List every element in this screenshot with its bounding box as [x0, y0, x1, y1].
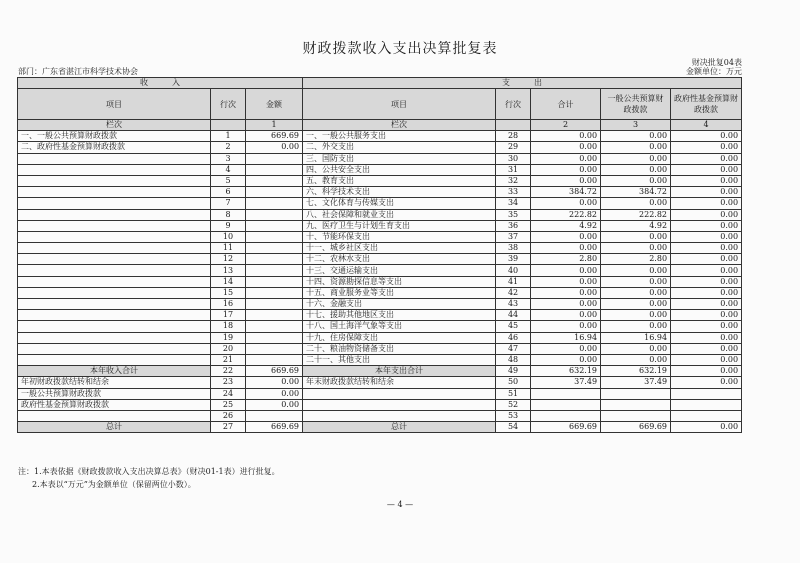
income-amount: 669.69	[246, 422, 303, 433]
summary-row	[18, 399, 742, 410]
expense-total: 0.00	[531, 321, 601, 332]
expense-gov-fund: 0.00	[671, 377, 742, 388]
income-row-no: 7	[211, 198, 246, 209]
expense-gov-fund: 0.00	[671, 321, 742, 332]
expense-general-budget	[601, 388, 671, 399]
expense-general-budget: 222.82	[601, 209, 671, 220]
expense-gov-fund: 0.00	[671, 142, 742, 153]
income-amount: 0.00	[246, 388, 303, 399]
income-item	[18, 332, 211, 343]
col-general-budget: 一般公共预算财政拨款	[601, 89, 671, 120]
income-amount: 0.00	[246, 142, 303, 153]
table-header-section	[18, 78, 742, 89]
income-amount	[246, 321, 303, 332]
income-item	[18, 243, 211, 254]
income-amount	[246, 187, 303, 198]
note-1: 注：1.本表依据《财政拨款收入支出决算总表》（财决01-1表）进行批复。	[18, 467, 280, 476]
income-item	[18, 231, 211, 242]
income-row-no: 12	[211, 254, 246, 265]
income-amount	[246, 243, 303, 254]
expense-total: 0.00	[531, 265, 601, 276]
table-row	[18, 131, 742, 142]
expense-gov-fund: 0.00	[671, 209, 742, 220]
expense-gov-fund	[671, 399, 742, 410]
income-amount	[246, 299, 303, 310]
table-row	[18, 142, 742, 153]
expense-item: 十四、资源勘探信息等支出	[303, 276, 496, 287]
table-row	[18, 343, 742, 354]
table-row	[18, 332, 742, 343]
income-row-no: 6	[211, 187, 246, 198]
expense-row-no: 42	[496, 287, 531, 298]
expense-row-no: 31	[496, 164, 531, 175]
expense-gov-fund: 0.00	[671, 131, 742, 142]
income-amount: 669.69	[246, 131, 303, 142]
income-row-no: 16	[211, 299, 246, 310]
expense-row-no: 32	[496, 175, 531, 186]
expense-total: 0.00	[531, 310, 601, 321]
expense-row-no: 51	[496, 388, 531, 399]
expense-row-no: 48	[496, 354, 531, 365]
col-total: 合计	[531, 89, 601, 120]
table-row	[18, 354, 742, 365]
table-row	[18, 287, 742, 298]
income-row-no: 18	[211, 321, 246, 332]
expense-row-no: 37	[496, 231, 531, 242]
expense-row-no: 52	[496, 399, 531, 410]
income-item	[18, 276, 211, 287]
expense-item: 十、节能环保支出	[303, 231, 496, 242]
table-header-columns	[18, 89, 742, 120]
table-row	[18, 187, 742, 198]
page-title: 财政拨款收入支出决算批复表	[302, 41, 498, 57]
expense-gov-fund: 0.00	[671, 175, 742, 186]
expense-item: 十九、住房保障支出	[303, 332, 496, 343]
table-row	[18, 299, 742, 310]
expense-total: 632.19	[531, 366, 601, 377]
income-amount: 0.00	[246, 377, 303, 388]
expense-item	[303, 388, 496, 399]
expense-row-no: 49	[496, 366, 531, 377]
expense-row-no: 30	[496, 153, 531, 164]
income-amount	[246, 343, 303, 354]
expense-row-no: 35	[496, 209, 531, 220]
expense-total: 0.00	[531, 153, 601, 164]
income-amount	[246, 310, 303, 321]
expense-gov-fund	[671, 410, 742, 421]
expense-gov-fund: 0.00	[671, 354, 742, 365]
col-row-no: 行次	[496, 89, 531, 120]
income-row-no: 3	[211, 153, 246, 164]
income-amount	[246, 231, 303, 242]
expense-general-budget: 0.00	[601, 175, 671, 186]
expense-general-budget: 0.00	[601, 321, 671, 332]
expense-general-budget: 0.00	[601, 299, 671, 310]
col-label: 栏次	[18, 120, 211, 131]
expense-gov-fund: 0.00	[671, 265, 742, 276]
expense-item: 二十、粮油物资储备支出	[303, 343, 496, 354]
expense-total: 0.00	[531, 354, 601, 365]
income-row-no: 5	[211, 175, 246, 186]
expense-row-no: 43	[496, 299, 531, 310]
expense-total: 0.00	[531, 131, 601, 142]
expense-item: 六、科学技术支出	[303, 187, 496, 198]
expense-total	[531, 410, 601, 421]
budget-table	[17, 77, 742, 433]
income-row-no: 8	[211, 209, 246, 220]
income-row-no: 23	[211, 377, 246, 388]
expense-total: 0.00	[531, 299, 601, 310]
expense-general-budget: 0.00	[601, 198, 671, 209]
income-amount	[246, 220, 303, 231]
expense-total: 384.72	[531, 187, 601, 198]
expense-general-budget: 0.00	[601, 231, 671, 242]
income-item	[18, 410, 211, 421]
summary-row	[18, 410, 742, 421]
table-row	[18, 254, 742, 265]
expense-general-budget: 632.19	[601, 366, 671, 377]
expense-general-budget: 37.49	[601, 377, 671, 388]
col-label-1: 1	[246, 120, 303, 131]
expense-item: 十七、援助其他地区支出	[303, 310, 496, 321]
income-item	[18, 209, 211, 220]
expense-item: 九、医疗卫生与计划生育支出	[303, 220, 496, 231]
income-amount: 0.00	[246, 399, 303, 410]
col-label-2: 2	[531, 120, 601, 131]
expense-total: 0.00	[531, 198, 601, 209]
expense-row-no: 53	[496, 410, 531, 421]
expense-row-no: 44	[496, 310, 531, 321]
expense-total: 0.00	[531, 142, 601, 153]
notes	[18, 465, 280, 491]
income-item	[18, 153, 211, 164]
expense-gov-fund: 0.00	[671, 276, 742, 287]
income-row-no: 10	[211, 231, 246, 242]
col-label: 栏次	[303, 120, 496, 131]
income-item: 本年收入合计	[18, 366, 211, 377]
income-row-no: 22	[211, 366, 246, 377]
expense-item: 一、一般公共服务支出	[303, 131, 496, 142]
expense-gov-fund: 0.00	[671, 254, 742, 265]
income-row-no: 27	[211, 422, 246, 433]
income-item	[18, 198, 211, 209]
income-row-no: 25	[211, 399, 246, 410]
income-amount	[246, 265, 303, 276]
expense-row-no: 45	[496, 321, 531, 332]
expense-general-budget: 384.72	[601, 187, 671, 198]
note-2: 2.本表以“万元”为金额单位（保留两位小数）。	[32, 480, 196, 489]
expense-item: 七、文化体育与传媒支出	[303, 198, 496, 209]
expense-header: 支 出	[303, 78, 742, 89]
expense-gov-fund: 0.00	[671, 310, 742, 321]
expense-gov-fund: 0.00	[671, 231, 742, 242]
income-item	[18, 321, 211, 332]
expense-item: 十一、城乡社区支出	[303, 243, 496, 254]
income-item: 一、一般公共预算财政拨款	[18, 131, 211, 142]
expense-row-no: 50	[496, 377, 531, 388]
expense-row-no: 33	[496, 187, 531, 198]
expense-general-budget	[601, 410, 671, 421]
income-amount	[246, 332, 303, 343]
expense-item: 十六、金融支出	[303, 299, 496, 310]
expense-item: 五、教育支出	[303, 175, 496, 186]
income-row-no: 20	[211, 343, 246, 354]
expense-gov-fund: 0.00	[671, 366, 742, 377]
expense-item: 二十一、其他支出	[303, 354, 496, 365]
unit-label: 金额单位：万元	[686, 67, 742, 76]
expense-total: 16.94	[531, 332, 601, 343]
expense-general-budget: 0.00	[601, 287, 671, 298]
expense-item: 三、国防支出	[303, 153, 496, 164]
income-item: 一般公共预算财政拨款	[18, 388, 211, 399]
income-row-no: 14	[211, 276, 246, 287]
table-row	[18, 321, 742, 332]
table-row	[18, 153, 742, 164]
expense-total: 0.00	[531, 243, 601, 254]
income-item	[18, 310, 211, 321]
income-row-no: 13	[211, 265, 246, 276]
table-row	[18, 198, 742, 209]
expense-gov-fund: 0.00	[671, 299, 742, 310]
income-row-no: 9	[211, 220, 246, 231]
table-row	[18, 243, 742, 254]
expense-item: 总计	[303, 422, 496, 433]
income-row-no: 11	[211, 243, 246, 254]
expense-item: 十三、交通运输支出	[303, 265, 496, 276]
expense-item: 八、社会保障和就业支出	[303, 209, 496, 220]
expense-item: 十二、农林水支出	[303, 254, 496, 265]
income-row-no: 26	[211, 410, 246, 421]
expense-row-no: 40	[496, 265, 531, 276]
expense-total: 222.82	[531, 209, 601, 220]
expense-total: 0.00	[531, 231, 601, 242]
summary-row	[18, 366, 742, 377]
table-row	[18, 164, 742, 175]
income-amount	[246, 153, 303, 164]
income-row-no: 24	[211, 388, 246, 399]
expense-general-budget	[601, 399, 671, 410]
department-label: 部门：广东省湛江市科学技术协会	[18, 67, 138, 76]
expense-row-no: 34	[496, 198, 531, 209]
expense-gov-fund: 0.00	[671, 220, 742, 231]
col-item: 项目	[18, 89, 211, 120]
expense-row-no: 54	[496, 422, 531, 433]
income-row-no: 2	[211, 142, 246, 153]
table-header-col-labels	[18, 120, 742, 131]
income-item	[18, 354, 211, 365]
expense-gov-fund: 0.00	[671, 287, 742, 298]
expense-total	[531, 399, 601, 410]
income-item	[18, 220, 211, 231]
expense-total: 0.00	[531, 287, 601, 298]
col-gov-fund: 政府性基金预算财政拨款	[671, 89, 742, 120]
expense-general-budget: 669.69	[601, 422, 671, 433]
expense-total: 0.00	[531, 175, 601, 186]
expense-item: 十八、国土海洋气象等支出	[303, 321, 496, 332]
expense-gov-fund: 0.00	[671, 153, 742, 164]
income-amount	[246, 287, 303, 298]
income-row-no: 15	[211, 287, 246, 298]
summary-row	[18, 422, 742, 433]
income-header: 收 入	[18, 78, 303, 89]
expense-item	[303, 399, 496, 410]
expense-total: 0.00	[531, 343, 601, 354]
col-amount: 金额	[246, 89, 303, 120]
expense-gov-fund: 0.00	[671, 422, 742, 433]
expense-general-budget: 0.00	[601, 276, 671, 287]
expense-row-no: 39	[496, 254, 531, 265]
income-item	[18, 187, 211, 198]
expense-total: 37.49	[531, 377, 601, 388]
income-row-no: 21	[211, 354, 246, 365]
expense-gov-fund: 0.00	[671, 187, 742, 198]
income-amount	[246, 254, 303, 265]
expense-row-no: 46	[496, 332, 531, 343]
expense-row-no: 38	[496, 243, 531, 254]
income-row-no: 17	[211, 310, 246, 321]
income-amount	[246, 354, 303, 365]
form-code: 财决批复04表	[691, 58, 742, 67]
expense-general-budget: 0.00	[601, 142, 671, 153]
income-item	[18, 164, 211, 175]
expense-general-budget: 0.00	[601, 243, 671, 254]
expense-row-no: 36	[496, 220, 531, 231]
income-row-no: 19	[211, 332, 246, 343]
income-amount	[246, 209, 303, 220]
table-row	[18, 276, 742, 287]
col-label-3: 3	[601, 120, 671, 131]
income-item: 年初财政拨款结转和结余	[18, 377, 211, 388]
col-row-no: 行次	[211, 89, 246, 120]
page-number: — 4 —	[386, 500, 414, 509]
income-item	[18, 299, 211, 310]
expense-gov-fund: 0.00	[671, 164, 742, 175]
expense-general-budget: 0.00	[601, 153, 671, 164]
table-row	[18, 175, 742, 186]
table-row	[18, 265, 742, 276]
expense-item: 年末财政拨款结转和结余	[303, 377, 496, 388]
expense-total: 4.92	[531, 220, 601, 231]
income-amount	[246, 276, 303, 287]
table-row	[18, 310, 742, 321]
income-item: 政府性基金预算财政拨款	[18, 399, 211, 410]
expense-item: 本年支出合计	[303, 366, 496, 377]
expense-gov-fund: 0.00	[671, 243, 742, 254]
income-item	[18, 175, 211, 186]
income-amount: 669.69	[246, 366, 303, 377]
income-item	[18, 265, 211, 276]
expense-row-no: 28	[496, 131, 531, 142]
expense-gov-fund: 0.00	[671, 343, 742, 354]
income-item: 二、政府性基金预算财政拨款	[18, 142, 211, 153]
expense-item: 十五、商业服务业等支出	[303, 287, 496, 298]
expense-row-no: 47	[496, 343, 531, 354]
expense-general-budget: 0.00	[601, 265, 671, 276]
income-row-no: 1	[211, 131, 246, 142]
expense-general-budget: 0.00	[601, 354, 671, 365]
income-item	[18, 343, 211, 354]
expense-item: 四、公共安全支出	[303, 164, 496, 175]
income-row-no: 4	[211, 164, 246, 175]
summary-row	[18, 388, 742, 399]
income-amount	[246, 175, 303, 186]
expense-row-no: 29	[496, 142, 531, 153]
expense-general-budget: 0.00	[601, 343, 671, 354]
expense-gov-fund: 0.00	[671, 332, 742, 343]
col-label-4: 4	[671, 120, 742, 131]
expense-general-budget: 4.92	[601, 220, 671, 231]
table-row	[18, 220, 742, 231]
expense-general-budget: 2.80	[601, 254, 671, 265]
income-amount	[246, 198, 303, 209]
expense-general-budget: 16.94	[601, 332, 671, 343]
income-item	[18, 287, 211, 298]
expense-gov-fund: 0.00	[671, 198, 742, 209]
expense-total: 0.00	[531, 276, 601, 287]
expense-total: 0.00	[531, 164, 601, 175]
col-item: 项目	[303, 89, 496, 120]
table-row	[18, 209, 742, 220]
expense-item: 二、外交支出	[303, 142, 496, 153]
income-item	[18, 254, 211, 265]
income-amount	[246, 410, 303, 421]
expense-total: 669.69	[531, 422, 601, 433]
expense-row-no: 41	[496, 276, 531, 287]
expense-item	[303, 410, 496, 421]
income-amount	[246, 164, 303, 175]
expense-gov-fund	[671, 388, 742, 399]
income-item: 总计	[18, 422, 211, 433]
expense-general-budget: 0.00	[601, 164, 671, 175]
expense-general-budget: 0.00	[601, 131, 671, 142]
expense-total	[531, 388, 601, 399]
summary-row	[18, 377, 742, 388]
expense-general-budget: 0.00	[601, 310, 671, 321]
table-row	[18, 231, 742, 242]
expense-total: 2.80	[531, 254, 601, 265]
